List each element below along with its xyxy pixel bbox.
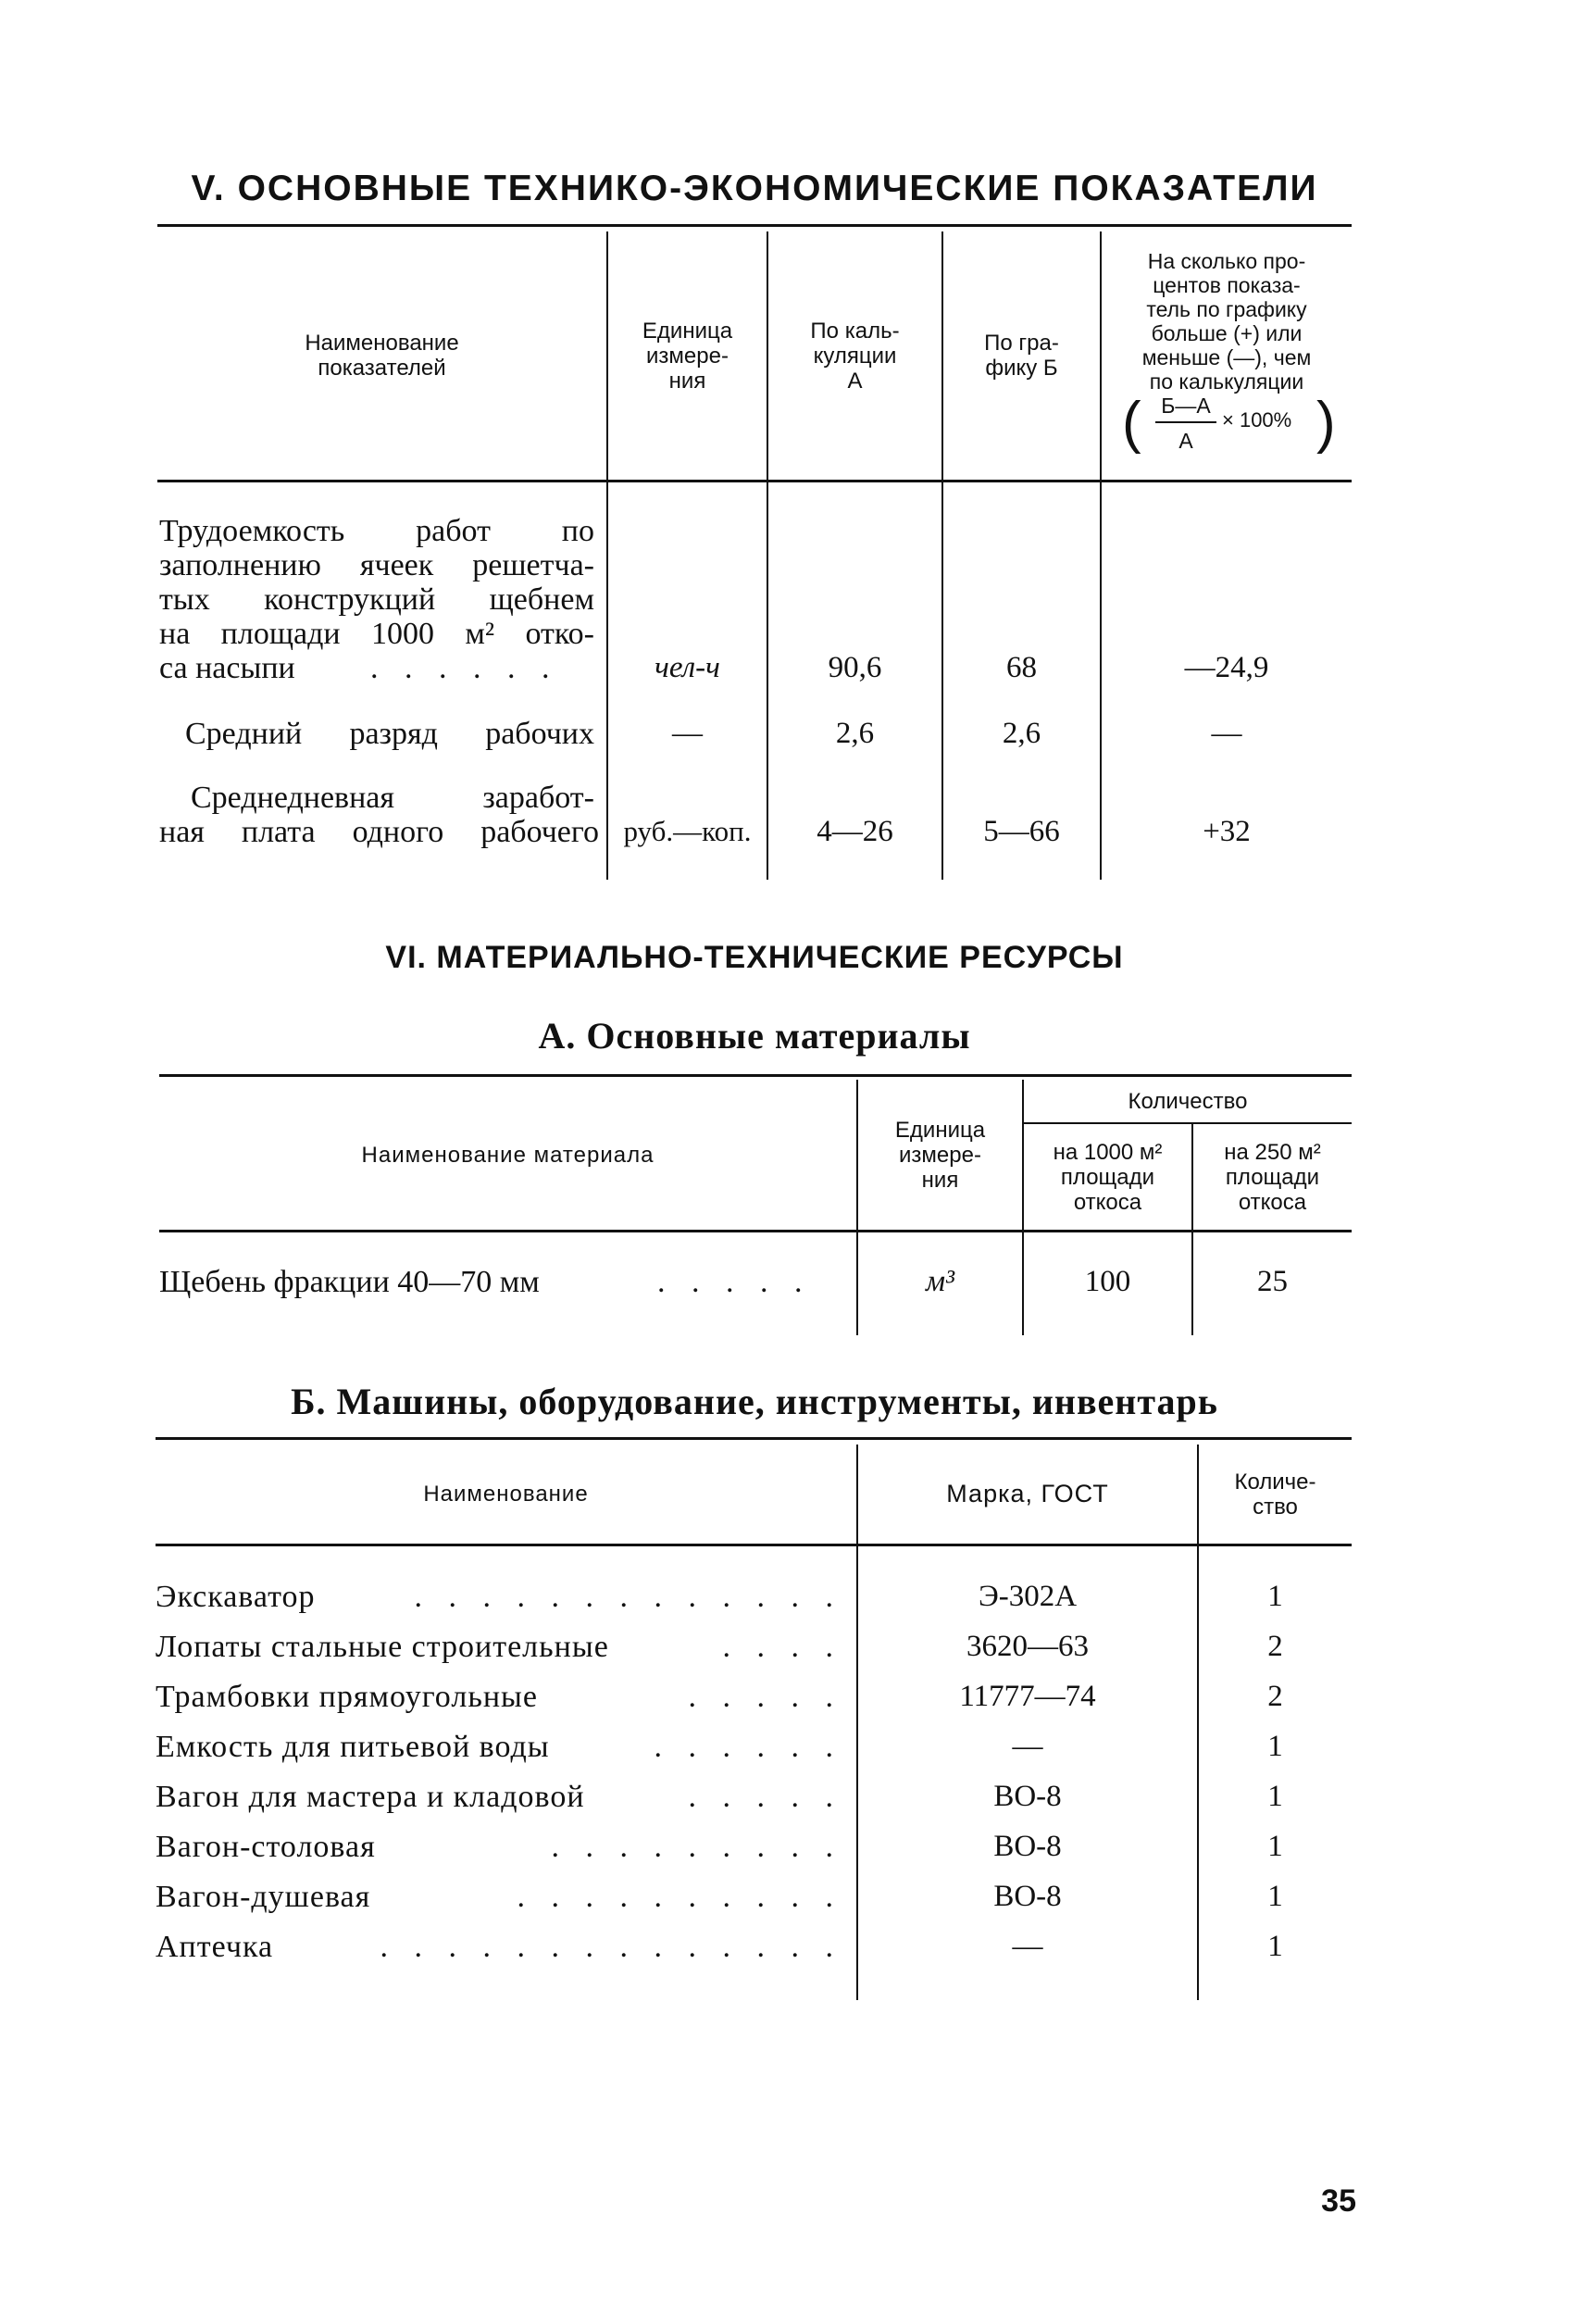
header-percent: На сколько про- центов показа- тель по графику больше (+) или меньше (—), чем по калькуляции: [1141, 249, 1312, 394]
header-unit: Единица измере- ния: [642, 318, 733, 394]
formula-paren-left: (: [1122, 391, 1141, 455]
row-percent: —: [1211, 717, 1242, 750]
formula-denominator: А: [1178, 429, 1193, 453]
row-equipment-name: Вагон-душевая: [156, 1880, 371, 1914]
table-header-rule: [157, 480, 1352, 482]
row-quantity: 1: [1267, 1880, 1283, 1913]
row-equipment-name: Аптечка: [156, 1930, 274, 1964]
row-qty-250: 25: [1257, 1265, 1288, 1298]
subA-title: А. Основные материалы: [538, 1015, 971, 1057]
header-unit: Единица измере- ния: [894, 1117, 986, 1193]
row-name-line: са насыпи: [159, 651, 295, 685]
row-percent: +32: [1203, 815, 1251, 848]
header-mark: Марка, ГОСТ: [946, 1480, 1109, 1507]
leader-dots: . . . . . . . . .: [551, 1830, 842, 1864]
leader-dots: . . . . .: [688, 1680, 842, 1714]
row-graph: 5—66: [983, 815, 1060, 848]
page-number: 35: [1321, 2183, 1356, 2219]
row-qty-1000: 100: [1084, 1265, 1131, 1298]
row-quantity: 1: [1267, 1730, 1283, 1763]
header-quantity: Количе- ство: [1234, 1469, 1316, 1520]
table-top-rule: [156, 1437, 1352, 1440]
row-mark: 11777—74: [959, 1680, 1096, 1713]
row-mark: —: [1012, 1930, 1043, 1963]
row-calc: 90,6: [828, 651, 882, 684]
row-quantity: 2: [1267, 1630, 1283, 1663]
row-graph: 68: [1006, 651, 1037, 684]
row-unit: —: [672, 717, 703, 750]
formula-numerator: Б—А: [1161, 394, 1211, 418]
row-name-line: Трудоемкость работ по: [159, 514, 594, 548]
row-equipment-name: Емкость для питьевой воды: [156, 1730, 550, 1764]
leader-dots: . . . . . . . . . . . . . .: [380, 1930, 842, 1964]
leader-dots: . . . . . .: [370, 651, 559, 685]
row-quantity: 1: [1267, 1930, 1283, 1963]
table-header-rule: [159, 1230, 1352, 1232]
row-name-line: Среднедневная заработ-: [191, 781, 594, 815]
header-graph: По гра- фику Б: [984, 331, 1059, 381]
row-name-line: Средний разряд рабочих: [185, 717, 594, 751]
header-name: Наименование показателей: [305, 331, 459, 381]
row-material-name: Щебень фракции 40—70 мм: [159, 1265, 540, 1299]
row-mark: ВО-8: [993, 1880, 1062, 1913]
row-unit: м³: [926, 1265, 954, 1298]
formula-bar: [1155, 421, 1216, 423]
row-quantity: 1: [1267, 1580, 1283, 1613]
section6-title: VI. МАТЕРИАЛЬНО-ТЕХНИЧЕСКИЕ РЕСУРСЫ: [385, 940, 1124, 975]
row-mark: ВО-8: [993, 1830, 1062, 1863]
row-name-line: заполнению ячеек решетча-: [159, 548, 594, 582]
header-material-name: Наименование материала: [361, 1142, 655, 1168]
percent-formula: [1122, 391, 1336, 468]
row-unit: руб.—коп.: [623, 815, 752, 847]
row-mark: —: [1012, 1730, 1043, 1763]
row-mark: 3620—63: [966, 1630, 1089, 1663]
table-top-rule: [157, 224, 1352, 227]
header-quantity: Количество: [1128, 1088, 1248, 1114]
header-equipment-name: Наименование: [423, 1482, 589, 1507]
row-quantity: 1: [1267, 1780, 1283, 1813]
row-calc: 4—26: [817, 815, 893, 848]
row-name-line: на площади 1000 м² отко-: [159, 617, 594, 651]
header-calc: По каль- куляции А: [810, 318, 900, 394]
table-top-rule: [159, 1074, 1352, 1077]
row-equipment-name: Экскаватор: [156, 1580, 316, 1614]
formula-paren-right: ): [1316, 391, 1336, 455]
row-calc: 2,6: [835, 717, 875, 750]
row-percent: —24,9: [1184, 651, 1269, 684]
leader-dots: . . . . .: [688, 1780, 842, 1814]
section5-title: V. ОСНОВНЫЕ ТЕХНИКО-ЭКОНОМИЧЕСКИЕ ПОКАЗАТЕЛИ: [191, 169, 1318, 208]
header-qty-1000: на 1000 м² площади откоса: [1053, 1139, 1163, 1215]
row-equipment-name: Лопаты стальные строительные: [156, 1630, 609, 1664]
table-header-rule: [156, 1544, 1352, 1546]
row-equipment-name: Вагон-столовая: [156, 1830, 376, 1864]
row-graph: 2,6: [1002, 717, 1041, 750]
row-equipment-name: Вагон для мастера и кладовой: [156, 1780, 585, 1814]
row-mark: Э-302А: [978, 1580, 1078, 1613]
row-name-line: ная плата одного рабочего: [159, 815, 599, 849]
row-name-line: тых конструкций щебнем: [159, 582, 594, 617]
leader-dots: . . . . .: [657, 1265, 812, 1299]
leader-dots: . . . . . .: [654, 1730, 842, 1764]
formula-multiplier: × 100%: [1222, 408, 1292, 432]
header-qty-250: на 250 м² площади откоса: [1224, 1139, 1321, 1215]
row-equipment-name: Трамбовки прямоугольные: [156, 1680, 538, 1714]
row-mark: ВО-8: [993, 1780, 1062, 1813]
leader-dots: . . . .: [722, 1630, 842, 1664]
leader-dots: . . . . . . . . . .: [517, 1880, 842, 1914]
leader-dots: . . . . . . . . . . . . .: [414, 1580, 842, 1614]
row-unit: чел-ч: [655, 651, 720, 684]
row-quantity: 2: [1267, 1680, 1283, 1713]
row-quantity: 1: [1267, 1830, 1283, 1863]
subB-title: Б. Машины, оборудование, инструменты, инвентарь: [291, 1381, 1218, 1422]
